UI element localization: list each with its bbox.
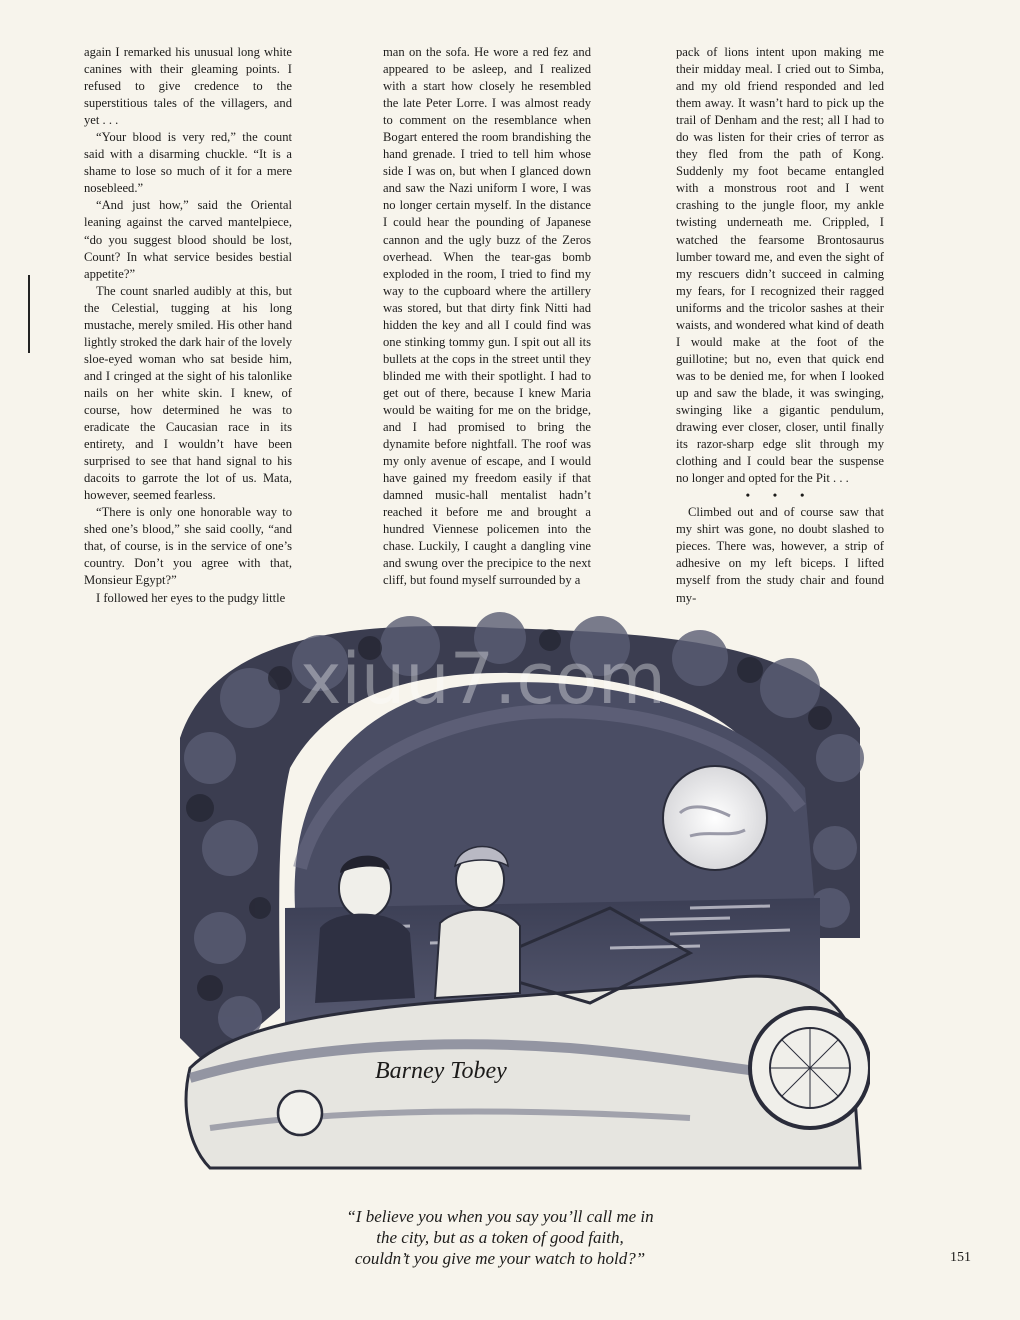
paragraph: “There is only one honorable way to shed one’s blood,” she said coolly, “and that, of course, is in the service of one’s country. Don’t you agree with that, Monsieur Egypt?” — [84, 505, 292, 588]
caption-line: couldn’t you give me your watch to hold?” — [354, 1249, 646, 1268]
section-break: • • • — [745, 488, 815, 503]
text-column-2 — [383, 44, 591, 590]
watermark: xiuu7.com — [300, 638, 666, 720]
paragraph: I followed her eyes to the pudgy little — [96, 590, 286, 605]
paragraph: pack of lions intent upon making me their midday meal. I cried out to Simba, and my old friend responded and led them away. It wasn’t hard to pick up the trail of Denham and the rest; all I had to do was listen for their cries of terror as they fled from the path of Kong. Suddenly my foot became entangled with a monstrous root and I went crashing to the jungle floor, my ankle twisting underneath me. Crippled, I watched the fearsome Brontosaurus lumber toward me, and even the sight of my rescuers didn’t succeed in calming my fears, for I recognized their ragged uniforms and the tricolor sashes at their waists, and wondered what kind of death I would make at the foot of the guillotine; but no, even that quick end was to be denied me, for when I looked up and saw the blade, it was swinging, swinging like a gigantic pendulum, drawing ever closer, closer, until finally its razor-sharp edge slit through my clothing and I could bear the suspense no longer and opted for the Pit . . . — [676, 45, 884, 486]
cartoon-illustration — [170, 608, 870, 1198]
cartoon-caption — [240, 1206, 760, 1269]
margin-rule — [28, 275, 30, 353]
paragraph: Climbed out and of course saw that my shirt was gone, no doubt slashed to pieces. There was, however, a strip of adhesive on my left biceps. I lifted myself from the study chair and found my- — [676, 505, 884, 605]
paragraph: The count snarled audibly at this, but the Celestial, tugging at his long mustache, merely smiled. His other hand lightly stroked the dark hair of the lovely sloe-eyed woman who sat beside him, and I cringed at the sight of his talonlike nails on her white skin. I knew, of course, how determined he was to eradicate the Caucasian race in its entirety, and I wouldn’t have been surprised to see that hand signal to his dacoits to garrote the lot of us. Mata, however, seemed fearless. — [84, 283, 292, 503]
text-column-3 — [676, 44, 884, 607]
caption-line: “I believe you when you say you’ll call me in — [346, 1207, 654, 1226]
moon — [663, 766, 767, 870]
paragraph: “Your blood is very red,” the count said with a disarming chuckle. “It is a shame to lose so much of it for a mere nosebleed.” — [84, 130, 292, 196]
artist-signature: Barney Tobey — [375, 1058, 507, 1084]
page-number: 151 — [950, 1250, 971, 1265]
paragraph: again I remarked his unusual long white canines with their gleaming points. I refused to give credence to the superstitious tales of the villagers, and yet . . . — [84, 45, 292, 128]
text-column-1 — [84, 44, 292, 607]
caption-line: the city, but as a token of good faith, — [376, 1228, 624, 1247]
paragraph: “And just how,” said the Oriental leaning against the carved mantelpiece, “do you suggest blood should be lost, Count? In what service besides bestial appetite?” — [84, 198, 292, 281]
paragraph: man on the sofa. He wore a red fez and appeared to be asleep, and I realized with a start how closely he resembled the late Peter Lorre. I was almost ready to comment on the resemblance when Bogart entered the room brandishing the hand grenade. I tried to tell him whose side I was on, but when I glanced down and saw the Nazi uniform I wore, I was no longer certain myself. In the distance I could hear the pounding of Japanese cannon and the ugly buzz of the Zeros overhead. When the tear-gas bomb exploded in the room, I tried to find my way to the cupboard where the artillery was stored, but that dirty fink Nitti had hidden the key and all I could find was one stinking tommy gun. I spit out all its bullets at the cops in the street until they blinded me with their spotlight. I had to get out of there, because I knew Maria would be waiting for me on the bridge, and I had promised to bring the dynamite before nightfall. The roof was my only avenue of escape, and I would have gained my freedom easily if that damned music-hall mentalist hadn’t reached it before me and brought a hundred Viennese policemen into the chase. Luckily, I caught a dangling vine and swung over the precipice to the next cliff, but found myself surrounded by a — [383, 45, 591, 588]
